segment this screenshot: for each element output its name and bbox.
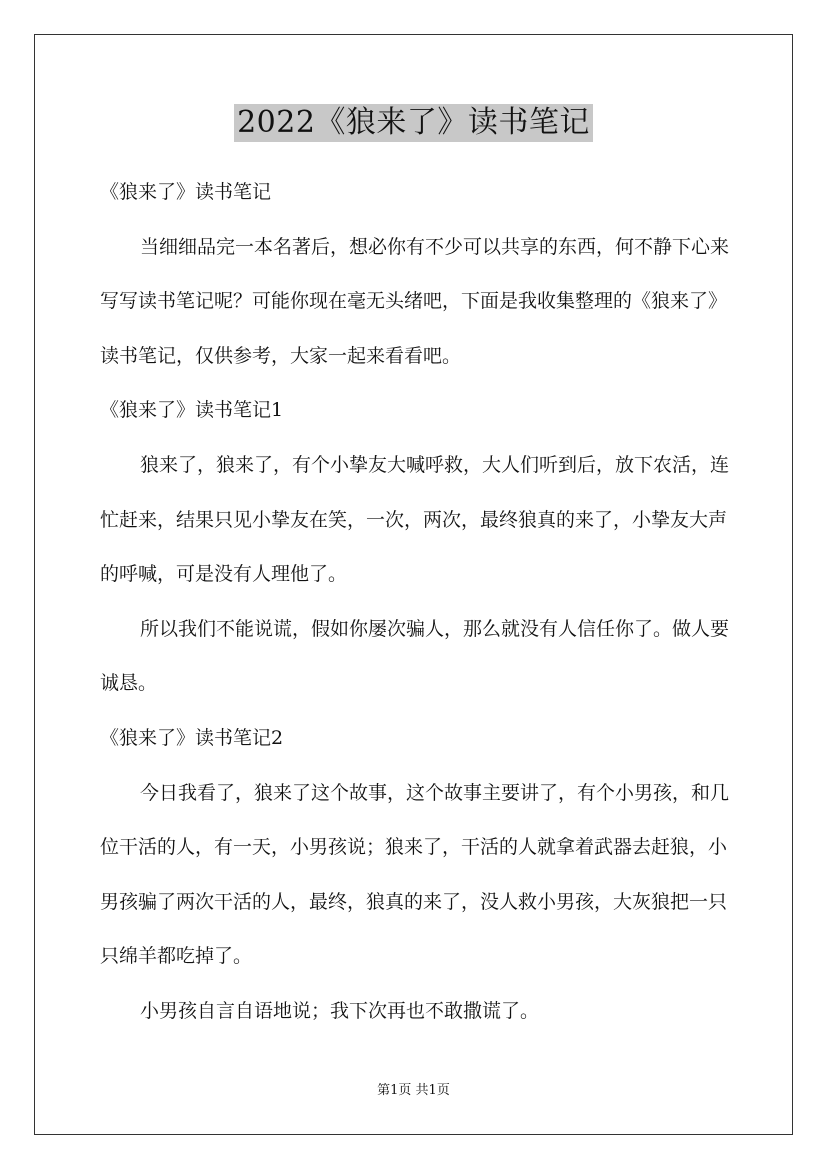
title-container bbox=[0, 104, 827, 142]
document-title: 2022《狼来了》读书笔记 bbox=[234, 104, 593, 142]
section-heading: 《狼来了》读书笔记 bbox=[100, 181, 272, 203]
intro-paragraph: 当细细品完一本名著后，想必你有不少可以共享的东西，何不静下心来写写读书笔记呢？可能你现在毫无头绪吧，下面是我收集整理的《狼来了》读书笔记，仅供参考，大家一起来看看吧。 bbox=[100, 235, 730, 367]
page-footer: 第1页 共1页 bbox=[377, 1083, 450, 1098]
body-paragraph: 小男孩自言自语地说；我下次再也不敢撒谎了。 bbox=[140, 999, 540, 1022]
document-body bbox=[100, 165, 732, 1039]
body-paragraph: 所以我们不能说谎，假如你屡次骗人，那么就没有人信任你了。做人要诚恳。 bbox=[100, 617, 730, 695]
body-paragraph: 今日我看了，狼来了这个故事，这个故事主要讲了，有个小男孩，和几位干活的人，有一天，小男孩说；狼来了，干活的人就拿着武器去赶狼，小男孩骗了两次干活的人，最终，狼真的来了，没人救小男孩，大灰狼把一只只绵羊都吃掉了。 bbox=[100, 781, 730, 968]
body-paragraph: 狼来了，狼来了，有个小挚友大喊呼救，大人们听到后，放下农活，连忙赶来，结果只见小挚友在笑，一次，两次，最终狼真的来了，小挚友大声的呼喊，可是没有人理他了。 bbox=[100, 453, 730, 586]
section-heading: 《狼来了》读书笔记2 bbox=[100, 726, 284, 749]
section-heading: 《狼来了》读书笔记1 bbox=[100, 399, 284, 422]
